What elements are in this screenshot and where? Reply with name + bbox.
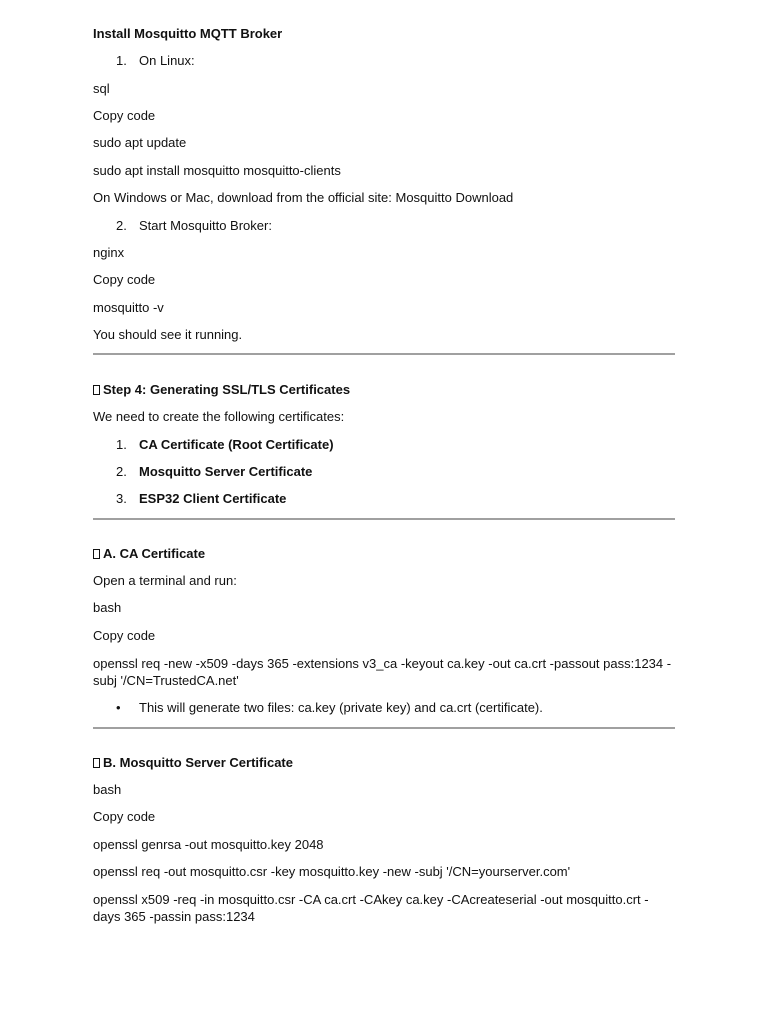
missing-glyph-icon [93, 549, 100, 559]
list-item [116, 491, 286, 507]
list-number: 1. [116, 53, 127, 68]
bullet-item [116, 700, 543, 716]
command-block: openssl x509 -req -in mosquitto.csr -CA ca.crt -CAkey ca.key -CAcreateserial -out mosquitto.crt -days 365 -passin pass:1234 [93, 892, 649, 924]
heading-text: Step 4: Generating SSL/TLS Certificates [103, 382, 351, 397]
copy-code-text: Copy code [93, 108, 156, 123]
command-line: sudo apt install mosquitto mosquitto-clients [93, 163, 341, 178]
command-block: openssl req -new -x509 -days 365 -extensions v3_ca -keyout ca.key -out ca.crt -passout pass:1234 -subj '/CN=TrustedCA.net' [93, 656, 672, 688]
horizontal-rule [93, 518, 675, 520]
horizontal-rule [93, 727, 675, 729]
horizontal-rule [93, 353, 675, 355]
copy-code-text: Copy code [93, 628, 156, 643]
paragraph: Open a terminal and run: [93, 573, 237, 588]
paragraph: On Windows or Mac, download from the official site: Mosquitto Download [93, 190, 514, 205]
command-line: mosquitto -v [93, 300, 164, 315]
paragraph: We need to create the following certificates: [93, 409, 345, 424]
code-language-label: nginx [93, 245, 125, 260]
section-heading [93, 755, 293, 771]
missing-glyph-icon [93, 385, 100, 395]
copy-code-text: Copy code [93, 272, 156, 287]
code-language-label: sql [93, 81, 110, 96]
list-item [116, 218, 272, 234]
heading-text: B. Mosquitto Server Certificate [103, 755, 293, 770]
list-text: ESP32 Client Certificate [139, 491, 287, 506]
code-language-label: bash [93, 600, 122, 615]
list-text: Mosquitto Server Certificate [139, 464, 313, 479]
list-text: CA Certificate (Root Certificate) [139, 437, 334, 452]
list-item [116, 437, 334, 453]
code-language-label: bash [93, 782, 122, 797]
list-number: 3. [116, 491, 127, 506]
list-item [116, 53, 195, 69]
list-item [116, 464, 312, 480]
list-number: 2. [116, 218, 127, 233]
list-text: On Linux: [139, 53, 195, 68]
missing-glyph-icon [93, 758, 100, 768]
paragraph: You should see it running. [93, 327, 243, 342]
list-number: 2. [116, 464, 127, 479]
command-line: openssl genrsa -out mosquitto.key 2048 [93, 837, 324, 852]
heading-text: A. CA Certificate [103, 546, 206, 561]
install-title: Install Mosquitto MQTT Broker [93, 26, 283, 41]
command-line: openssl req -out mosquitto.csr -key mosquitto.key -new -subj '/CN=yourserver.com' [93, 864, 571, 879]
section-heading [93, 546, 205, 562]
bullet-mark: • [116, 700, 121, 715]
list-number: 1. [116, 437, 127, 452]
command-line: sudo apt update [93, 135, 187, 150]
bullet-text: This will generate two files: ca.key (private key) and ca.crt (certificate). [139, 700, 543, 715]
copy-code-text: Copy code [93, 809, 156, 824]
list-text: Start Mosquitto Broker: [139, 218, 272, 233]
section-heading [93, 382, 350, 398]
